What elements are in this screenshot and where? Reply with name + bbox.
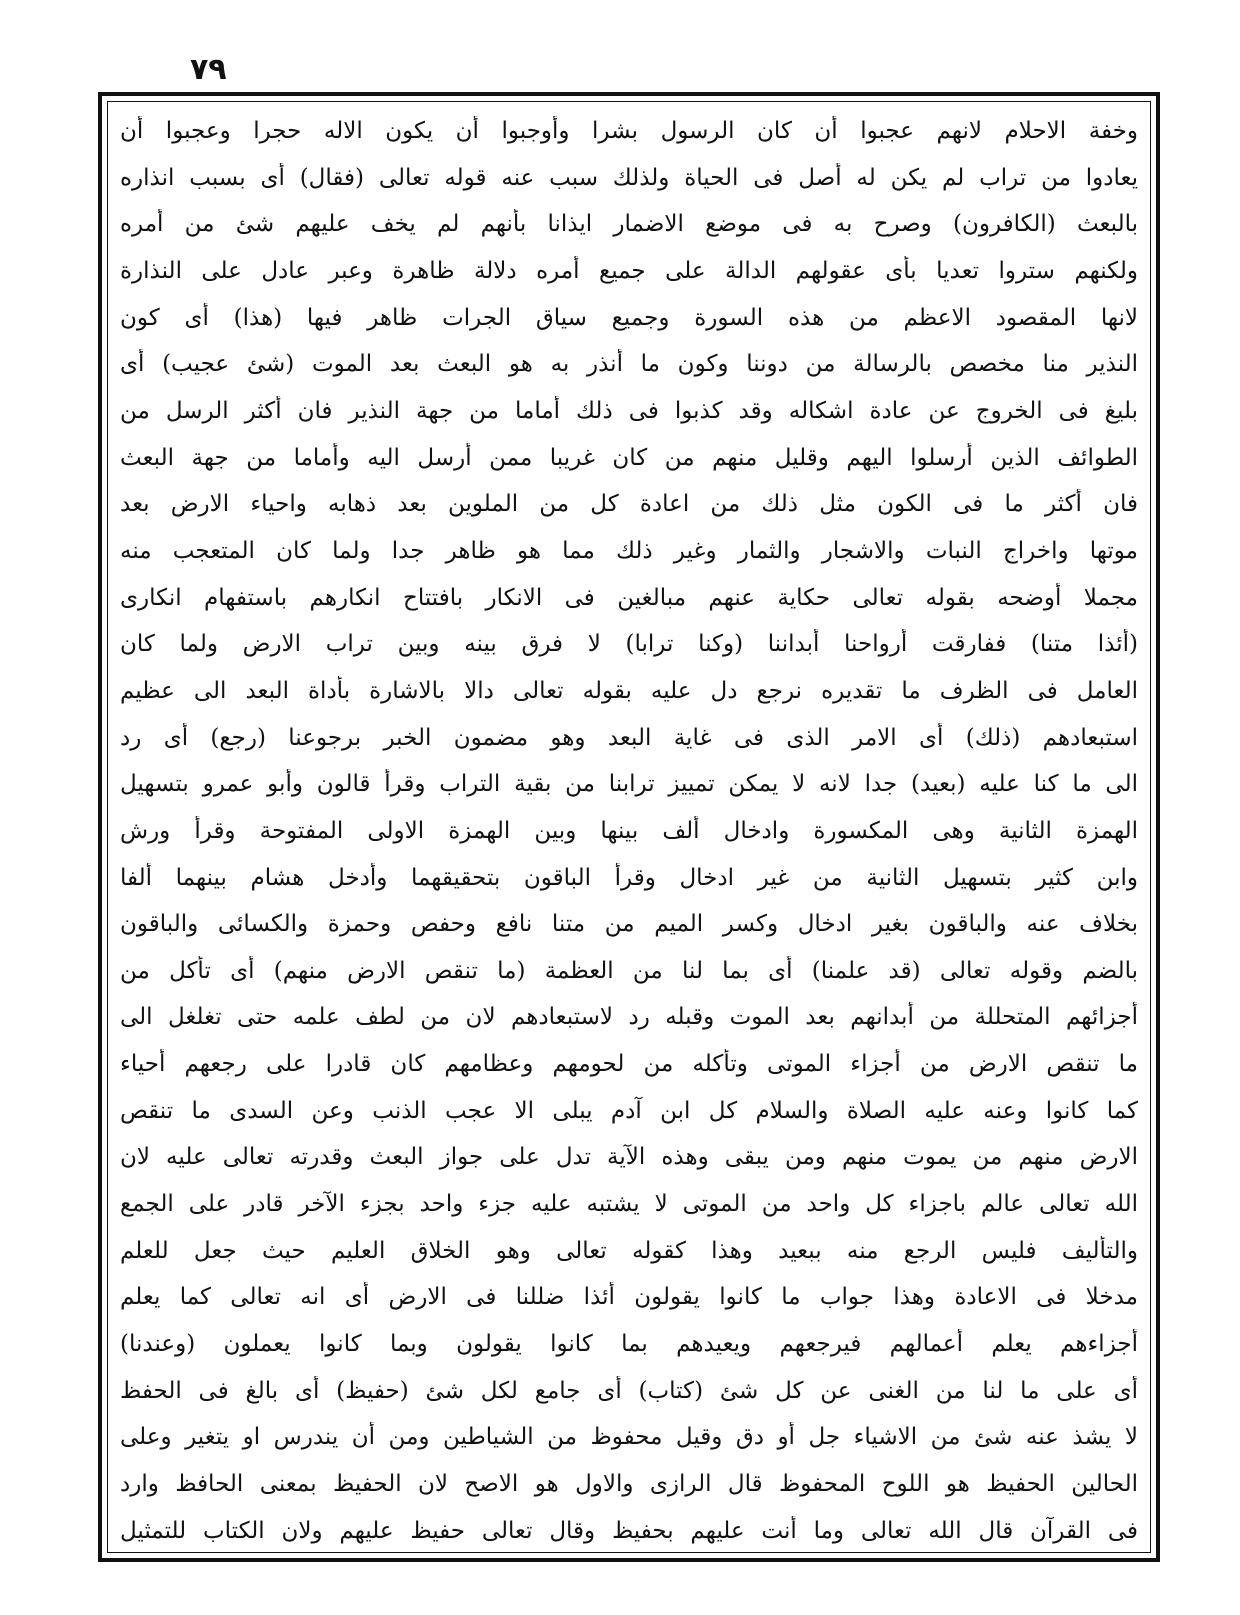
text-line: بالبعث (الكافرون) وصرح به فى موضع الاضمار ايذانا بأنهم لم يخف عليهم شئ من أمره	[120, 211, 1138, 238]
text-line: الحالين الحفيظ هو اللوح المحفوظ قال الرازى والاول هو الاصح لان الحفيظ بمعنى الحافظ وارد	[120, 1471, 1138, 1498]
text-line: لانها المقصود الاعظم من هذه السورة وجميع سياق الجرات ظاهر فيها (هذا) أى كون	[120, 304, 1138, 331]
text-line: الهمزة الثانية وهى المكسورة وادخال ألف بينها وبين الهمزة الاولى المفتوحة وقرأ ورش	[120, 817, 1138, 844]
text-line: الله تعالى عالم باجزاء كل واحد من الموتى لا يشتبه عليه جزء واحد بجزء الآخر قادر على الجمع	[120, 1191, 1138, 1218]
text-line: ولكنهم ستروا تعديا بأى عقولهم الدالة على جميع أمره دلالة ظاهرة وعبر عادل على النذارة	[120, 257, 1138, 284]
text-line: الطوائف الذين أرسلوا اليهم وقليل منهم من كان غريبا ممن أرسل اليه وأماما من جهة البعث	[120, 444, 1138, 471]
text-line: ما تنقص الارض من أجزاء الموتى وتأكله من لحومهم وعظامهم كان قادرا على رجعهم أحياء	[120, 1051, 1138, 1078]
text-line: العامل فى الظرف ما تقديره نرجع دل عليه بقوله تعالى دالا بالاشارة بأداة البعد الى عظيم	[120, 677, 1138, 704]
text-line: أجزائهم المتحللة من أبدانهم بعد الموت وقبله رد لاستبعادهم لان من لطف علمه حتى تغلغل الى	[120, 1004, 1138, 1031]
text-line: أجزاءهم يعلم أعمالهم فيرجعهم ويعيدهم بما كانوا يقولون وبما كانوا يعملون (وعندنا)	[120, 1331, 1138, 1358]
text-line: وخفة الاحلام لانهم عجبوا أن كان الرسول بشرا وأوجبوا أن يكون الاله حجرا وعجبوا أن	[120, 118, 1138, 144]
text-line: بليغ فى الخروج عن عادة اشكاله وقد كذبوا فى ذلك أماما من جهة النذير فان أكثر الرسل من	[120, 397, 1138, 424]
text-line: الارض منهم من يموت منهم ومن يبقى وهذه الآية تدل على جواز البعث وقدرته تعالى عليه لان	[120, 1144, 1138, 1171]
text-line: النذير منا مخصص بالرسالة من دوننا وكون ما أنذر به هو البعث بعد الموت (شئ عجيب) أى	[120, 351, 1138, 378]
text-line: مجملا أوضحه بقوله تعالى حكاية عنهم مبالغين فى الانكار بافتتاح انكارهم باستفهام انكارى	[120, 584, 1138, 611]
text-line: كما كانوا وعنه عليه الصلاة والسلام كل ابن آدم يبلى الا عجب الذنب وعن السدى ما تنقص	[120, 1097, 1138, 1124]
text-line: (أئذا متنا) ففارقت أرواحنا أبداننا (وكنا ترابا) لا فرق بينه وبين تراب الارض ولما كان	[120, 631, 1138, 658]
text-line: يعادوا من تراب لم يكن له أصل فى الحياة ولذلك سبب عنه قوله تعالى (فقال) أى بسبب انذاره	[120, 164, 1138, 191]
text-line: بالضم وقوله تعالى (قد علمنا) أى بما لنا من العظمة (ما تنقص الارض منهم) أى تأكل من	[120, 957, 1138, 984]
text-line: موتها واخراج النبات والاشجار والثمار وغير ذلك مما هو ظاهر جدا ولما كان المتعجب منه	[120, 537, 1138, 564]
text-line: فان أكثر ما فى الكون مثل ذلك من اعادة كل من الملوين بعد ذهابه واحياء الارض بعد	[120, 491, 1138, 518]
page-border-inner	[107, 101, 1151, 1553]
text-line: والتأليف فليس الرجع منه ببعيد وهذا كقوله تعالى وهو الخلاق العليم حيث جعل للعلم	[120, 1237, 1138, 1264]
text-line: أى على ما لنا من الغنى عن كل شئ (كتاب) أى جامع لكل شئ (حفيظ) أى بالغ فى الحفظ	[120, 1377, 1138, 1404]
page-number: ٧٩	[190, 52, 227, 87]
text-line: بخلاف عنه والباقون بغير ادخال وكسر الميم من متنا نافع وحفص وحمزة والكسائى والباقون	[120, 911, 1138, 938]
text-line: الى ما كنا عليه (بعيد) جدا لانه لا يمكن تمييز ترابنا من بقية التراب وقرأ قالون وأبو عمرو بتسهيل	[120, 771, 1138, 798]
text-line: فى القرآن قال الله تعالى وما أنت عليهم بحفيظ وقال تعالى حفيظ عليهم ولان الكتاب للتمثيل	[120, 1517, 1138, 1544]
text-line: وابن كثير بتسهيل الثانية من غير ادخال وقرأ الباقون بتحقيقهما وأدخل هشام بينهما ألفا	[120, 864, 1138, 891]
text-line: لا يشذ عنه شئ من الاشياء جل أو دق وقيل محفوظ من الشياطين ومن أن يندرس او يتغير وعلى	[120, 1424, 1138, 1451]
arabic-text-block	[120, 116, 1138, 1546]
text-line: استبعادهم (ذلك) أى الامر الذى فى غاية البعد وهو مضمون الخبر برجوعنا (رجع) أى رد	[120, 724, 1138, 751]
text-line: مدخلا فى الاعادة وهذا جواب ما كانوا يقولون أئذا ضللنا فى الارض أى انه تعالى كما يعلم	[120, 1284, 1138, 1311]
